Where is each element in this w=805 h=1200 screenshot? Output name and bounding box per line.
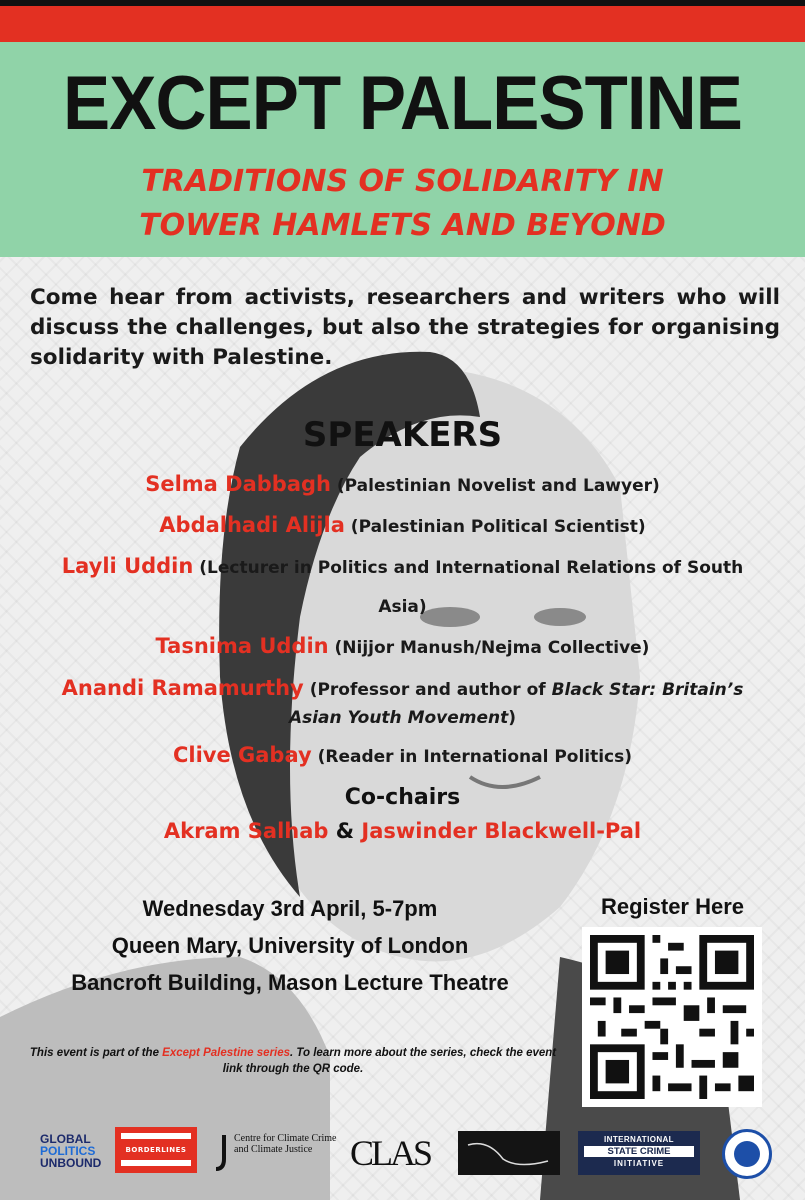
speaker-name: Anandi Ramamurthy: [61, 676, 304, 700]
cochair-name: Jaswinder Blackwell-Pal: [361, 819, 642, 843]
speaker-role: (Lecturer in Politics and International Relations of South Asia): [199, 558, 744, 617]
subtitle: [0, 160, 805, 248]
event-info: [30, 890, 550, 1001]
qr-code-icon: [590, 935, 754, 1099]
university-seal-logo: [722, 1129, 772, 1179]
speaker-name: Selma Dabbagh: [145, 472, 331, 496]
intro-text: Come hear from activists, researchers and writers who will discuss the challenges, but also the strategies for organising solidarity with Palestine.: [30, 285, 780, 370]
speaker-role: (Reader in International Politics): [317, 747, 633, 767]
global-politics-unbound-logo: [40, 1133, 102, 1169]
gpu-line-3: UNBOUND: [40, 1156, 102, 1170]
isci-line-2: STATE CRIME: [584, 1146, 694, 1157]
event-room: Bancroft Building, Mason Lecture Theatre: [71, 970, 509, 995]
speaker-name: Abdalhadi Alijla: [159, 513, 345, 537]
climate-hook-icon: [212, 1133, 232, 1173]
speaker-name: Clive Gabay: [172, 743, 312, 767]
speaker-item: [40, 465, 765, 506]
speaker-item: [40, 506, 765, 547]
header-band: [0, 42, 805, 257]
borderlines-label: BORDERLINES: [125, 1146, 187, 1154]
subtitle-line-1: TRADITIONS OF SOLIDARITY IN: [141, 164, 664, 199]
isci-line-1: INTERNATIONAL: [604, 1135, 674, 1144]
speaker-item: [40, 547, 765, 627]
speaker-name: Tasnima Uddin: [155, 634, 329, 658]
gpu-line-1: GLOBAL: [40, 1132, 91, 1146]
top-red-band: [0, 0, 805, 42]
event-venue: Queen Mary, University of London: [111, 933, 469, 958]
speaker-role-suffix: ): [508, 708, 517, 728]
gpu-line-2: POLITICS: [40, 1144, 96, 1158]
speaker-name: Layli Uddin: [61, 554, 194, 578]
cochairs: [0, 819, 805, 843]
isci-line-3: INITIATIVE: [613, 1159, 665, 1168]
note-prefix: This event is part of the: [29, 1047, 163, 1059]
qr-code[interactable]: [582, 927, 762, 1107]
note-series-link: Except Palestine series: [162, 1047, 291, 1059]
cochair-joiner: &: [335, 819, 355, 843]
state-crime-initiative-logo: [578, 1131, 700, 1175]
page-title: EXCEPT PALESTINE: [63, 61, 742, 146]
borderlines-logo: [115, 1127, 197, 1173]
speaker-role: [289, 680, 743, 728]
speaker-role-prefix: (Professor and author of: [309, 680, 552, 700]
speaker-role: (Nijjor Manush/Nejma Collective): [334, 638, 650, 658]
body-area: [0, 257, 805, 1200]
subtitle-line-2: TOWER HAMLETS AND BEYOND: [139, 208, 666, 243]
speaker-role: (Palestinian Novelist and Lawyer): [336, 476, 660, 496]
climate-label: Centre for Climate Crime and Climate Justice: [234, 1133, 337, 1155]
note-suffix: . To learn more about the series, check the event link through the QR code.: [222, 1047, 557, 1075]
dark-logo: [458, 1131, 560, 1175]
speaker-role: (Palestinian Political Scientist): [350, 517, 646, 537]
event-date: Wednesday 3rd April, 5-7pm: [142, 896, 438, 921]
series-note: [28, 1045, 558, 1077]
cochair-name: Akram Salhab: [163, 819, 329, 843]
speaker-item: [40, 668, 765, 736]
wave-icon: [458, 1131, 560, 1175]
speaker-item: [40, 627, 765, 668]
book-title: Black Star: Britain’s Asian Youth Movement: [288, 680, 744, 728]
register-label: Register Here: [600, 894, 745, 919]
cochairs-heading: Co-chairs: [344, 785, 461, 810]
speakers-list: [40, 465, 765, 777]
partner-logos: [0, 1125, 805, 1200]
climate-crime-centre-logo: [212, 1133, 342, 1177]
speaker-item: [40, 736, 765, 777]
speakers-heading: SPEAKERS: [302, 415, 503, 455]
clas-logo: CLAS: [350, 1133, 431, 1173]
